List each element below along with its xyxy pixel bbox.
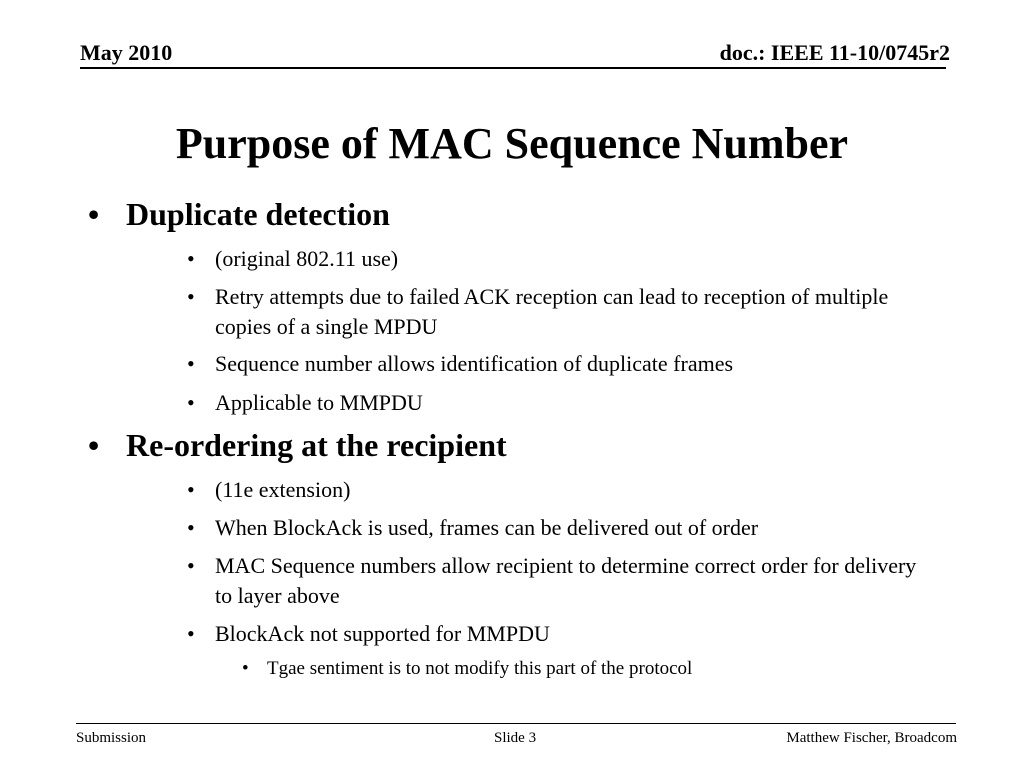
section-heading: Duplicate detection xyxy=(126,196,390,232)
bullet-dot: • xyxy=(187,390,195,415)
bullet-dot: • xyxy=(187,477,195,502)
bullet-dot: • xyxy=(187,553,195,578)
list-item-text: MAC Sequence numbers allow recipient to determine correct order for delivery to layer above xyxy=(215,553,917,608)
footer-slide-number: Slide 3 xyxy=(494,730,537,746)
bullet-dot: • xyxy=(88,427,100,463)
sub-list-item-text: Tgae sentiment is to not modify this part of the protocol xyxy=(267,658,693,679)
list-item-text: (11e extension) xyxy=(215,477,351,502)
bullet-dot: • xyxy=(88,196,100,232)
footer-author: Matthew Fischer, Broadcom xyxy=(786,730,957,746)
list-item-text: (original 802.11 use) xyxy=(215,246,399,271)
header-date: May 2010 xyxy=(80,40,173,65)
bullet-dot: • xyxy=(187,351,195,376)
section-heading: Re-ordering at the recipient xyxy=(126,427,507,463)
header-rule xyxy=(80,67,946,69)
bullet-dot: • xyxy=(187,515,195,540)
bullet-dot: • xyxy=(187,621,195,646)
bullet-dot: • xyxy=(242,658,249,679)
list-item-text: When BlockAck is used, frames can be delivered out of order xyxy=(215,515,759,540)
bullet-dot: • xyxy=(187,246,195,271)
list-item-text: Applicable to MMPDU xyxy=(215,390,423,415)
header-doc-id: doc.: IEEE 11-10/0745r2 xyxy=(719,40,950,65)
slide-title: Purpose of MAC Sequence Number xyxy=(175,119,849,168)
footer-submission: Submission xyxy=(76,730,147,746)
footer-rule xyxy=(76,723,956,724)
list-item-text: Retry attempts due to failed ACK reception can lead to reception of multiple copies of a single MPDU xyxy=(215,284,889,339)
list-item-text: BlockAck not supported for MMPDU xyxy=(215,621,550,646)
bullet-dot: • xyxy=(187,284,195,309)
list-item-text: Sequence number allows identification of duplicate frames xyxy=(215,351,734,376)
